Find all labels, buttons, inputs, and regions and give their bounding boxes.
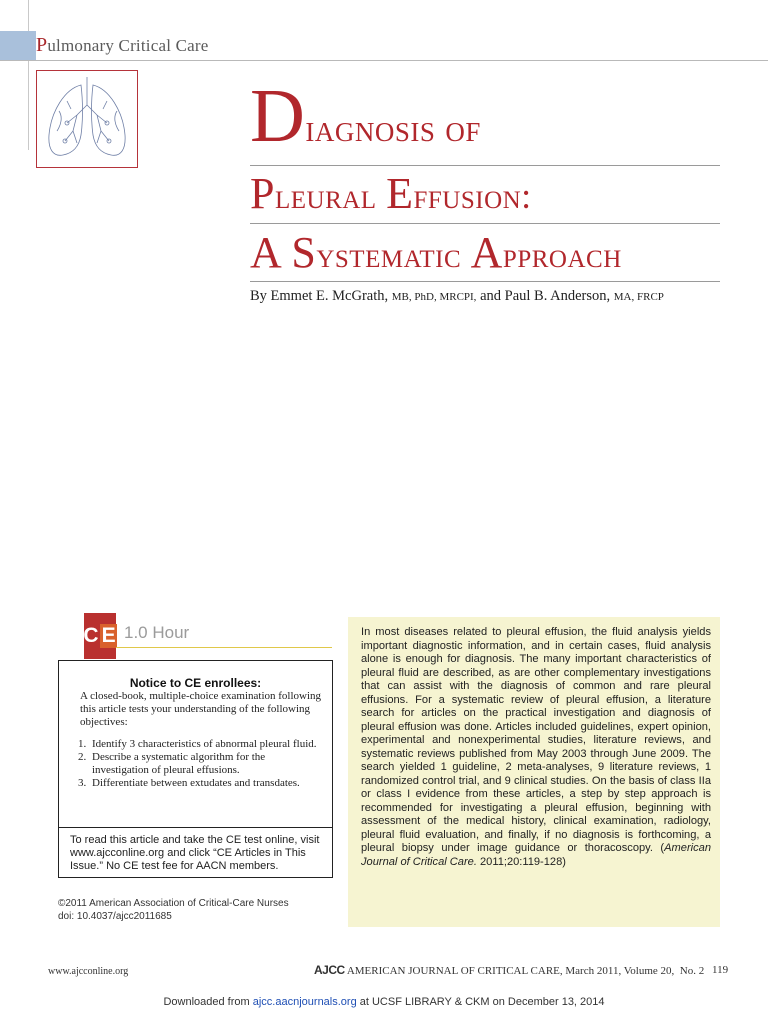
journal-citation: AMERICAN JOURNAL OF CRITICAL CARE, March 2011, Volume 20, No. 2 [344, 965, 705, 977]
objective-item [78, 751, 324, 777]
author2-degrees: MA, FRCP [613, 291, 664, 303]
download-prefix: Downloaded from [163, 996, 253, 1008]
title-rule-3 [250, 281, 720, 282]
abstract-citation-rest: 2011;20:119-128) [476, 855, 566, 868]
notice-title: Notice to CE enrollees: [129, 676, 262, 690]
title-line-2-initial: P [250, 169, 275, 218]
copyright-block [58, 897, 289, 923]
title-line-2-text: leural [274, 176, 387, 216]
title-line-3-initial: A [250, 228, 292, 277]
abstract-body: In most diseases related to pleural effusion, the fluid analysis yields important diagnostic information, and in certain cases, fluid analysis alone is enough for diagnosis. The many important characteristics of pleural fluid are described, as are other complementary investigations that can assist with the diagnosis of common and rare pleural effusions. For a systematic review of pleural effusion, a literature search for articles on the practical investigation and diagnosis of pleural effusion was done. Articles included guidelines, expert opinion, experimental and nonexperimental studies, literature reviews, and systematic reviews published from May 2003 through June 2009. The search yielded 1 guideline, 2 meta-analyses, 9 literature reviews, 1 randomized control trial, and 9 clinical studies. On the basis of class IIa or class I evidence from these articles, a step by step approach is recommended for investigating a pleural effusion, beginning with assessment of the medical history, clinical examination, radiology, pleural fluid evaluation, and finally, if no diagnosis is forthcoming, a pleural biopsy under image guidance or thoracoscopy. ( [361, 626, 711, 854]
page-number: 119 [712, 964, 729, 976]
section-header [36, 34, 208, 57]
title-line-3 [250, 227, 622, 278]
author1-degrees: MB, PhD, MRCPI, [391, 291, 477, 303]
lungs-illustration [36, 70, 138, 168]
notice-divider [58, 827, 333, 828]
title-line-3-initial-2: S [291, 228, 317, 277]
byline [250, 288, 664, 305]
ce-badge-c: C [83, 624, 98, 647]
ce-online-instructions: To read this article and take the CE test online, visit www.ajcconline.org and click “CE Articles in This Issue.” No CE test fee for AACN members. [70, 834, 320, 872]
ce-badge [84, 613, 116, 659]
ce-badge-e: E [101, 624, 115, 647]
objective-text: Describe a systematic algorithm for the investigation of pleural effusions. [92, 751, 266, 776]
abstract-text [361, 626, 711, 869]
title-dropcap: D [250, 74, 306, 158]
byline-middle: and Paul B. Anderson, [476, 288, 614, 304]
title-line-1 [250, 74, 481, 158]
title-line-3-text-2: pproach [502, 235, 622, 275]
objective-item [78, 777, 324, 790]
download-source-link[interactable]: ajcc.aacnjournals.org [252, 996, 357, 1008]
doi-line: doi: 10.4037/ajcc2011685 [58, 911, 172, 922]
header-rule [0, 60, 768, 61]
footer-journal [314, 963, 704, 977]
objective-text: Identify 3 characteristics of abnormal pleural fluid. [92, 738, 317, 750]
objective-text: Differentiate between extudates and transdates. [92, 777, 300, 789]
section-tab [0, 31, 36, 61]
title-line-2-text-2: ffusion: [413, 176, 532, 216]
section-header-initial: P [36, 34, 48, 56]
section-header-rest: ulmonary Critical Care [47, 36, 209, 55]
ce-hours: 1.0 Hour [124, 623, 190, 642]
download-suffix: at UCSF LIBRARY & CKM on December 13, 2014 [356, 996, 605, 1008]
title-rule-2 [250, 223, 720, 224]
title-line-2-initial-2: E [386, 169, 414, 218]
header-vertical-rule [28, 0, 29, 150]
notice-intro: A closed-book, multiple-choice examination following this article tests your understanding of the following objectives: [80, 690, 322, 728]
journal-logo: AJCC [314, 963, 345, 977]
objective-number: 2. [78, 751, 87, 763]
abstract-citation-journal: American Journal of Critical Care. [361, 842, 711, 868]
objective-item [78, 738, 324, 751]
title-line-3-text: ystematic [316, 235, 471, 275]
copyright-line: ©2011 American Association of Critical-Care Nurses [58, 898, 289, 909]
objective-number: 3. [78, 777, 87, 789]
title-line-3-initial-3: A [470, 228, 503, 277]
footer-url[interactable]: www.ajcconline.org [48, 966, 129, 977]
ce-rule [116, 647, 332, 648]
title-line-1-text: iagnosis of [305, 108, 481, 150]
byline-prefix: By Emmet E. McGrath, [250, 288, 392, 304]
lungs-icon [37, 71, 137, 167]
title-rule-1 [250, 165, 720, 166]
objectives-list [78, 738, 324, 790]
title-line-2 [250, 168, 532, 219]
objective-number: 1. [78, 738, 87, 750]
download-notice [0, 996, 768, 1008]
